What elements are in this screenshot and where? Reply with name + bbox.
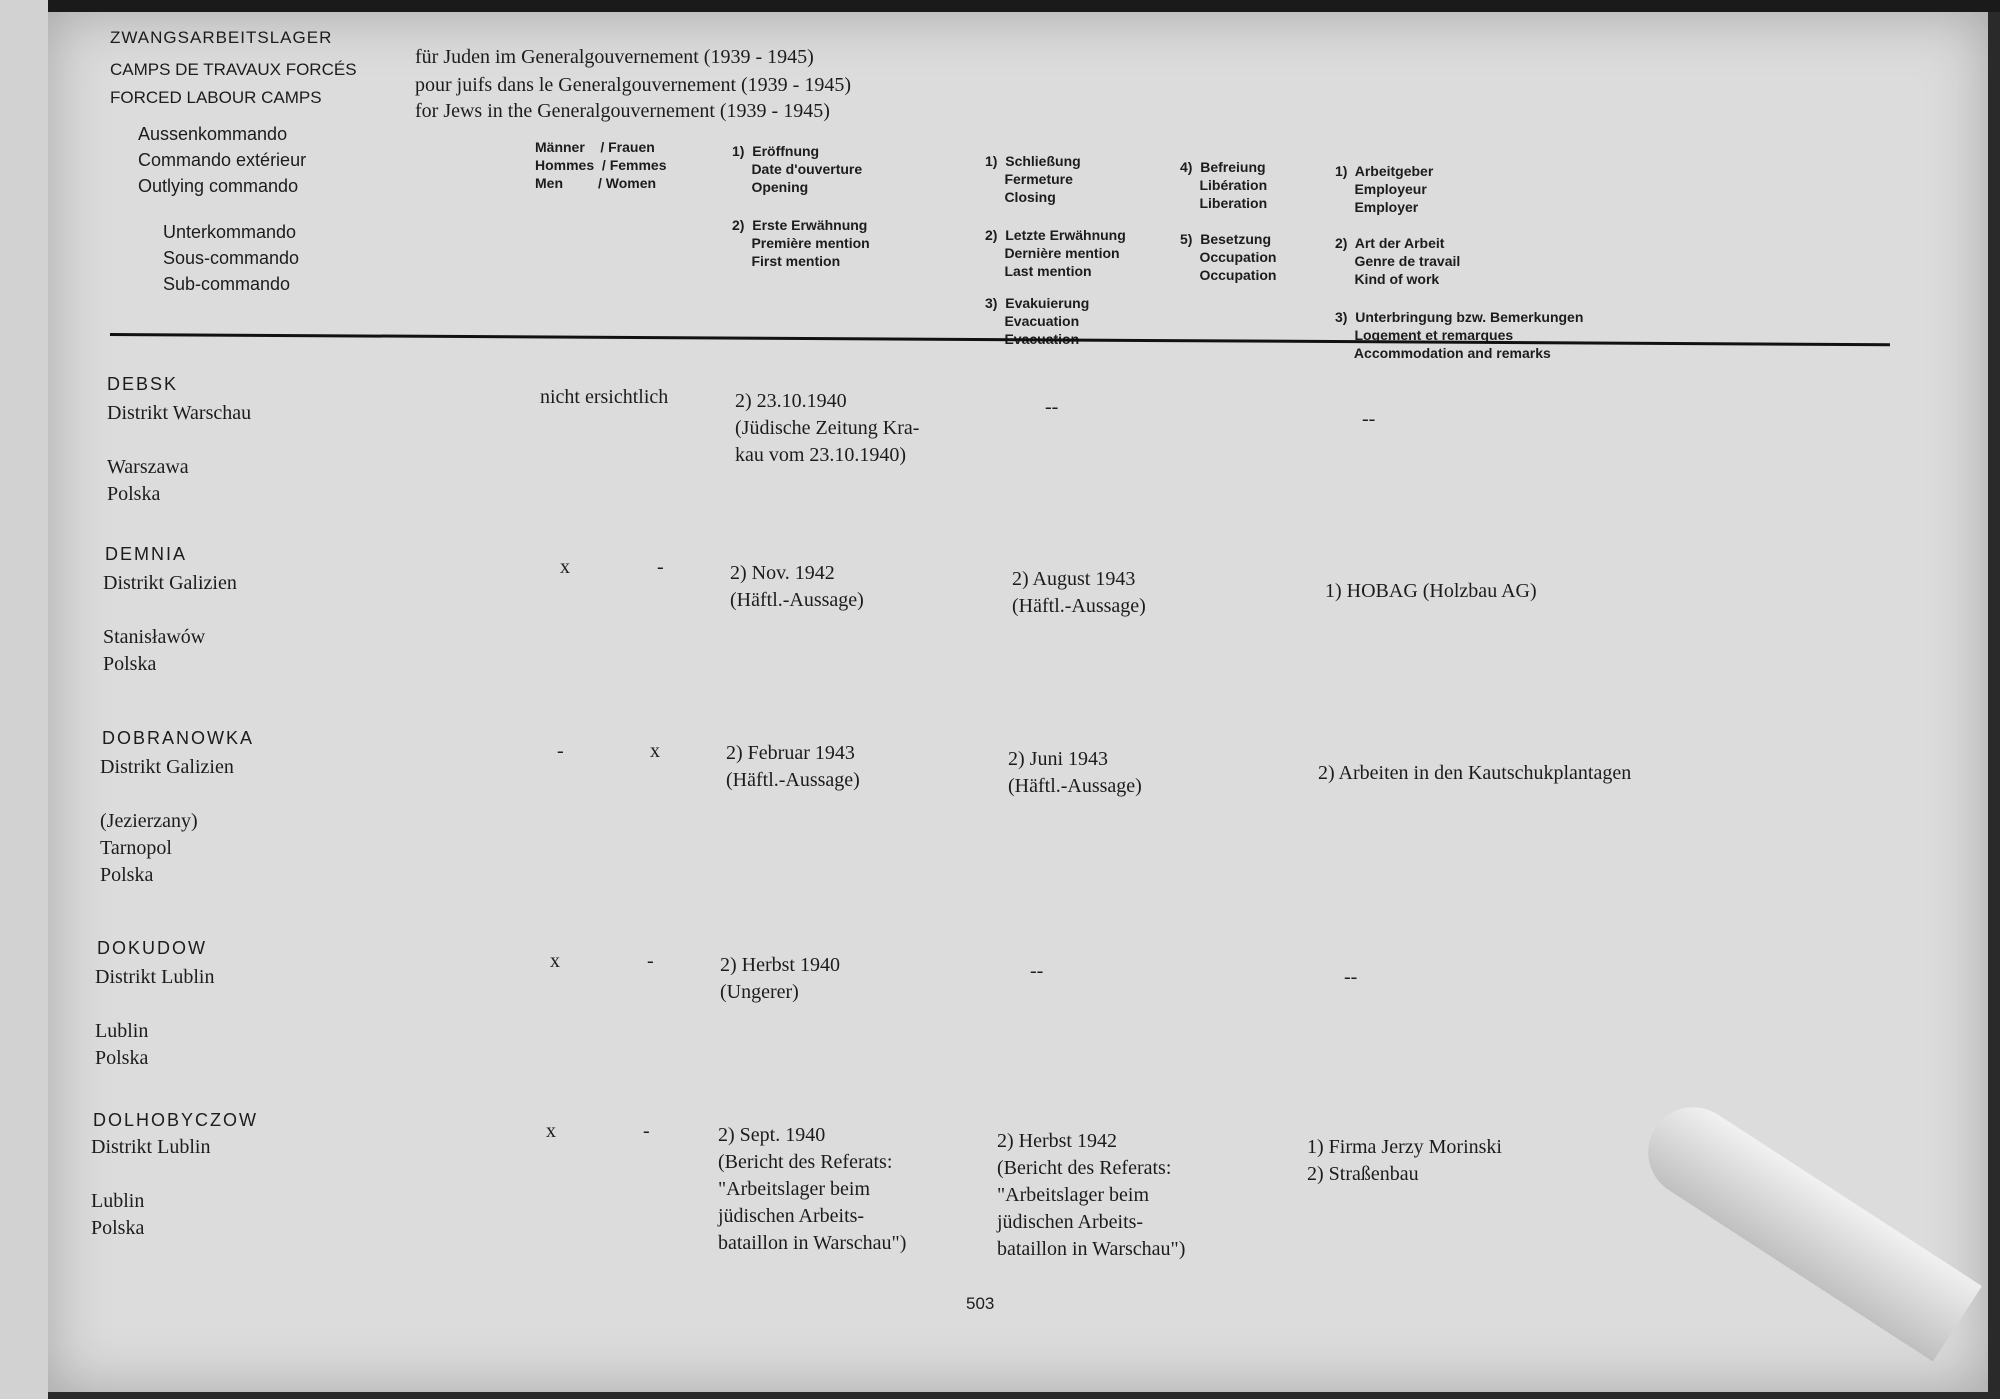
- aussen-en: Outlying commando: [138, 176, 299, 196]
- women-value: -: [643, 1120, 650, 1142]
- title-de: ZWANGSARBEITSLAGER: [110, 28, 333, 47]
- camp-location: Distrikt Galizien (Jezierzany) Tarnopol Polska: [100, 756, 234, 886]
- first-mention: 2) Februar 1943 (Häftl.-Aussage): [726, 742, 860, 791]
- page-number: 503: [966, 1294, 995, 1313]
- men-value: x: [546, 1120, 556, 1142]
- first-mention: 2) Nov. 1942 (Häftl.-Aussage): [730, 562, 864, 611]
- unter-de: Unterkommando: [163, 222, 297, 242]
- first-mention: 2) Herbst 1940 (Ungerer): [720, 954, 840, 1003]
- last-mention: 2) August 1943 (Häftl.-Aussage): [1012, 568, 1146, 617]
- men-value: x: [550, 950, 560, 972]
- work-info: --: [1362, 408, 1376, 430]
- unter-fr: Sous-commando: [163, 248, 300, 268]
- camp-name: DOKUDOW: [97, 938, 207, 958]
- camp-location: Distrikt Lublin Lublin Polska: [95, 966, 215, 1069]
- title-en: FORCED LABOUR CAMPS: [110, 88, 322, 107]
- col-emp-header: 1) Arbeitgeber Employeur Employer: [1335, 163, 1434, 215]
- title-fr: CAMPS DE TRAVAUX FORCÉS: [110, 60, 357, 79]
- camp-name: DOBRANOWKA: [102, 728, 255, 748]
- last-mention: --: [1045, 396, 1059, 418]
- left-page-edge: [0, 0, 48, 1399]
- last-mention: 2) Juni 1943 (Häftl.-Aussage): [1008, 748, 1142, 797]
- col-last-header: 2) Letzte Erwähnung Dernière mention Last mention: [985, 227, 1126, 279]
- camp-location: Distrikt Lublin Lublin Polska: [91, 1136, 211, 1239]
- col-close-header: 1) Schließung Fermeture Closing: [985, 153, 1081, 205]
- aussen-fr: Commando extérieur: [138, 150, 307, 170]
- camp-location: Distrikt Galizien Stanisławów Polska: [103, 572, 237, 675]
- camp-name: DOLHOBYCZOW: [93, 1110, 259, 1130]
- work-info: 2) Arbeiten in den Kautschukplantagen: [1318, 762, 1632, 784]
- last-mention: 2) Herbst 1942 (Bericht des Referats: "Arbeitslager beim jüdischen Arbeits- bataillon in Warschau"): [997, 1130, 1186, 1260]
- men-value: nicht ersichtlich: [540, 386, 669, 408]
- subtitle-en: for Jews in the Generalgouvernement (1939 - 1945): [415, 100, 830, 122]
- first-mention: 2) Sept. 1940 (Bericht des Referats: "Arbeitslager beim jüdischen Arbeits- bataillon in Warschau"): [718, 1124, 907, 1254]
- subtitle-fr: pour juifs dans le Generalgouvernement (1939 - 1945): [415, 74, 851, 96]
- camp-location: Distrikt Warschau Warszawa Polska: [107, 402, 252, 505]
- work-info: 1) HOBAG (Holzbau AG): [1325, 580, 1537, 602]
- aussen-de: Aussenkommando: [138, 124, 288, 144]
- women-value: -: [647, 950, 654, 972]
- subtitle-de: für Juden im Generalgouvernement (1939 - 1945): [415, 46, 814, 68]
- col-open-header: 1) Eröffnung Date d'ouverture Opening: [732, 143, 863, 195]
- col-occ-header: 5) Besetzung Occupation Occupation: [1180, 231, 1277, 283]
- camp-name: DEBSK: [107, 374, 179, 394]
- last-mention: --: [1030, 960, 1044, 982]
- dark-border: [0, 0, 2000, 12]
- men-value: x: [560, 556, 570, 578]
- col-evac-header: 3) Evakuierung Evacuation: [985, 295, 1090, 329]
- col-lib-header: 4) Befreiung Libération Liberation: [1180, 159, 1268, 211]
- work-info: 1) Firma Jerzy Morinski 2) Straßenbau: [1307, 1136, 1502, 1185]
- women-value: x: [650, 740, 660, 762]
- first-mention: 2) 23.10.1940 (Jüdische Zeitung Kra- kau vom 23.10.1940): [735, 390, 920, 466]
- col-first-header: 2) Erste Erwähnung Première mention First mention: [732, 217, 870, 269]
- men-value: -: [557, 740, 564, 762]
- women-value: -: [657, 556, 664, 578]
- camp-name: DEMNIA: [105, 544, 188, 564]
- col-sex-header: Männer / Frauen Hommes / Femmes Men / Women: [535, 139, 667, 191]
- col-work-header: 2) Art der Arbeit Genre de travail Kind of work: [1335, 235, 1461, 287]
- col-acc-header: 3) Unterbringung bzw. Bemerkungen Logement et remarques Accommodation and remarks: [1335, 309, 1584, 361]
- work-info: --: [1344, 966, 1358, 988]
- unter-en: Sub-commando: [163, 274, 291, 294]
